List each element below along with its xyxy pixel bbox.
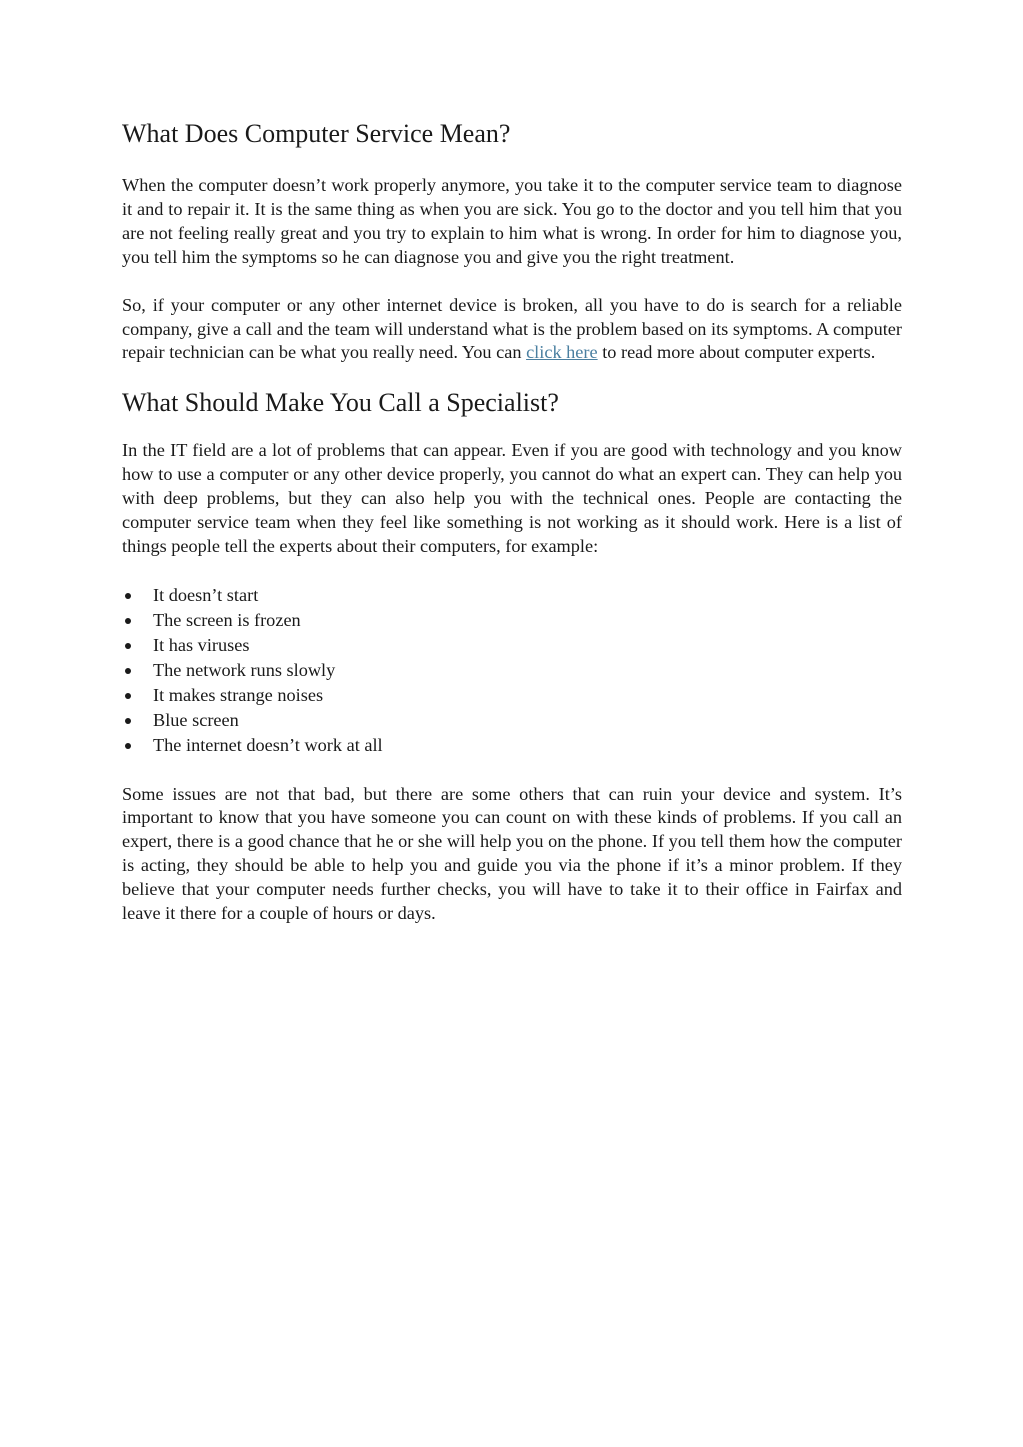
list-item-text: The network runs slowly — [153, 660, 336, 681]
paragraph-it-field-problems: In the IT field are a lot of problems that can appear. Even if you are good with technology and you know how to use a computer or any other device properly, you cannot do what an expert can. They can help you with deep problems, but they can also help you with the technical ones. People are contacting the computer service team when they feel like something is not working as it should work. Here is a list of things people tell the experts about their computers, for example: — [122, 440, 902, 556]
bullet-icon — [125, 718, 131, 724]
bullet-icon — [125, 643, 131, 649]
list-item-text: It has viruses — [153, 635, 250, 656]
list-item-text: Blue screen — [153, 710, 239, 731]
list-item-text: It makes strange noises — [153, 685, 324, 706]
bullet-icon — [125, 693, 131, 699]
document-page — [122, 118, 902, 926]
list-item-text: The internet doesn’t work at all — [153, 735, 383, 756]
list-item — [122, 658, 902, 683]
click-here-link[interactable]: click here — [526, 342, 598, 363]
section-heading-call-specialist: What Should Make You Call a Specialist? — [122, 388, 559, 418]
list-item-text: It doesn’t start — [153, 584, 259, 605]
paragraph-text-before-link: So, if your computer or any other internet device is broken, all you have to do is search for a reliable company, give a call and the team will understand what is the problem based on its symptoms. A computer repair technician can be what you really need. You can — [122, 294, 902, 363]
paragraph-computer-service-intro: When the computer doesn’t work properly anymore, you take it to the computer service team to diagnose it and to repair it. It is the same thing as when you are sick. You go to the doctor and you tell him that you are not feeling really great and you try to explain to him what is wrong. In order for him to diagnose you, you tell him the symptoms so he can diagnose you and give you the right treatment. — [122, 175, 902, 267]
list-item — [122, 683, 902, 708]
list-item — [122, 733, 902, 758]
list-item — [122, 583, 902, 608]
paragraph-broken-device — [122, 294, 902, 366]
bullet-icon — [125, 668, 131, 674]
bullet-icon — [125, 593, 131, 599]
paragraph-text-after-link: to read more about computer experts. — [597, 342, 876, 363]
paragraph-issues-and-experts: Some issues are not that bad, but there are some others that can ruin your device and system. It’s important to know that you have someone you can count on with these kinds of problems. If you call an expert, there is a good chance that he or she will help you on the phone. If you tell them how the computer is acting, they should be able to help you and guide you via the phone if it’s a minor problem. If they believe that your computer needs further checks, you will have to take it to their office in Fairfax and leave it there for a couple of hours or days. — [122, 783, 902, 924]
bullet-icon — [125, 618, 131, 624]
section-heading-computer-service: What Does Computer Service Mean? — [122, 119, 511, 148]
list-item-text: The screen is frozen — [153, 609, 301, 630]
list-item — [122, 633, 902, 658]
list-item — [122, 708, 902, 733]
bullet-icon — [125, 743, 131, 749]
symptoms-list — [122, 583, 902, 759]
list-item — [122, 608, 902, 633]
